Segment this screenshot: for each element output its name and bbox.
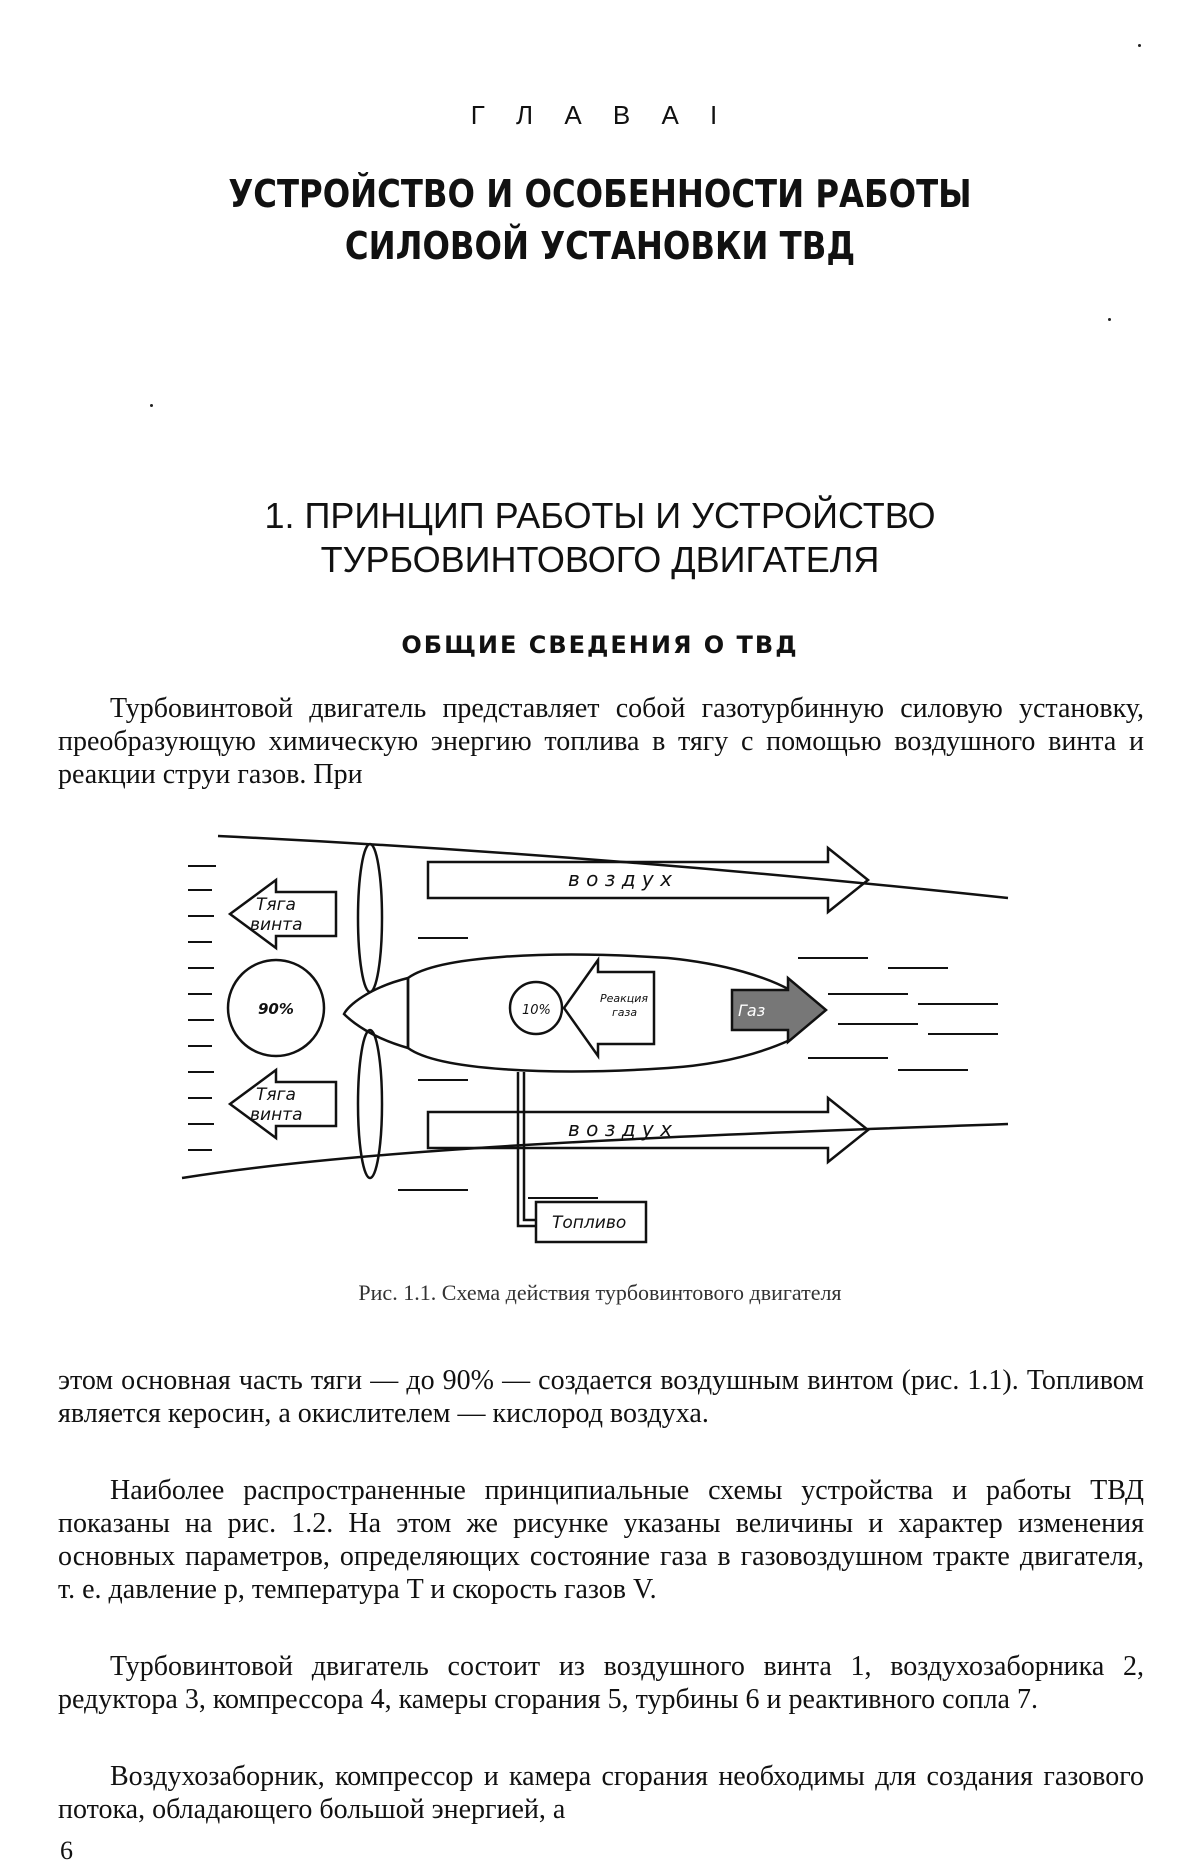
label-thrust-top-1: Тяга <box>256 895 296 915</box>
section-title-line2: ТУРБОВИНТОВОГО ДВИГАТЕЛЯ <box>320 539 880 580</box>
speck <box>150 404 153 407</box>
chapter-label: Г Л А В А I <box>470 100 730 130</box>
paragraph-2: этом основная часть тяги — до 90% — создается воздушным винтом (рис. 1.1). Топливом является керосин, а окислителем — кислород воздуха. <box>58 1365 1144 1429</box>
figure-engine-scheme <box>168 818 1028 1258</box>
engine-scheme-diagram <box>168 818 1028 1258</box>
label-fuel: Топливо <box>552 1213 627 1233</box>
paragraph-4: Турбовинтовой двигатель состоит из воздушного винта 1, воздухозаборника 2, редуктора 3, компрессора 4, камеры сгорания 5, турбины 6 и реактивного сопла 7. <box>58 1651 1144 1715</box>
label-reaction-1: Реакция <box>600 992 649 1005</box>
label-90-percent: 90% <box>258 1000 294 1018</box>
paragraph-1: Турбовинтовой двигатель представляет собой газотурбинную силовую установку, преобразующую химическую энергию топлива в тягу с помощью воздушного винта и реакции струи газов. При <box>58 693 1144 790</box>
label-thrust-top-2: винта <box>250 915 303 935</box>
label-10-percent: 10% <box>522 1003 551 1018</box>
speck <box>1138 44 1141 47</box>
label-thrust-bottom-2: винта <box>250 1105 303 1125</box>
paragraph-3: Наиболее распространенные принципиальные схемы устройства и работы ТВД показаны на рис. 1.2. На этом же рисунке указаны величины и характер изменения основных параметров, определяющих состояние газа в газовоздушном тракте двигателя, т. е. давление p, температура T и скорость газов V. <box>58 1475 1144 1605</box>
figure-caption: Рис. 1.1. Схема действия турбовинтового двигателя <box>358 1280 842 1305</box>
paragraph-5: Воздухозаборник, компрессор и камера сгорания необходимы для создания газового потока, обладающего большой энергией, а <box>58 1761 1144 1825</box>
label-gas: Газ <box>738 1001 766 1020</box>
page-number: 6 <box>60 1836 73 1865</box>
label-air-bottom: в о з д у х <box>568 1117 672 1141</box>
incoming-air-dashes <box>188 866 216 1150</box>
chapter-title <box>90 168 1110 272</box>
label-reaction-2: газа <box>612 1006 638 1019</box>
chapter-title-line2: СИЛОВОЙ УСТАНОВКИ ТВД <box>344 224 856 268</box>
speck <box>1108 318 1111 321</box>
label-thrust-bottom-1: Тяга <box>256 1085 296 1105</box>
propeller-blade-top <box>358 844 382 992</box>
subsection-title: ОБЩИЕ СВЕДЕНИЯ О ТВД <box>401 631 799 659</box>
chapter-title-line1: УСТРОЙСТВО И ОСОБЕННОСТИ РАБОТЫ <box>228 172 972 216</box>
section-title <box>0 494 1200 582</box>
label-air-top: в о з д у х <box>568 867 672 891</box>
section-title-line1: 1. ПРИНЦИП РАБОТЫ И УСТРОЙСТВО <box>264 495 936 536</box>
reaction-arrow <box>564 960 654 1056</box>
